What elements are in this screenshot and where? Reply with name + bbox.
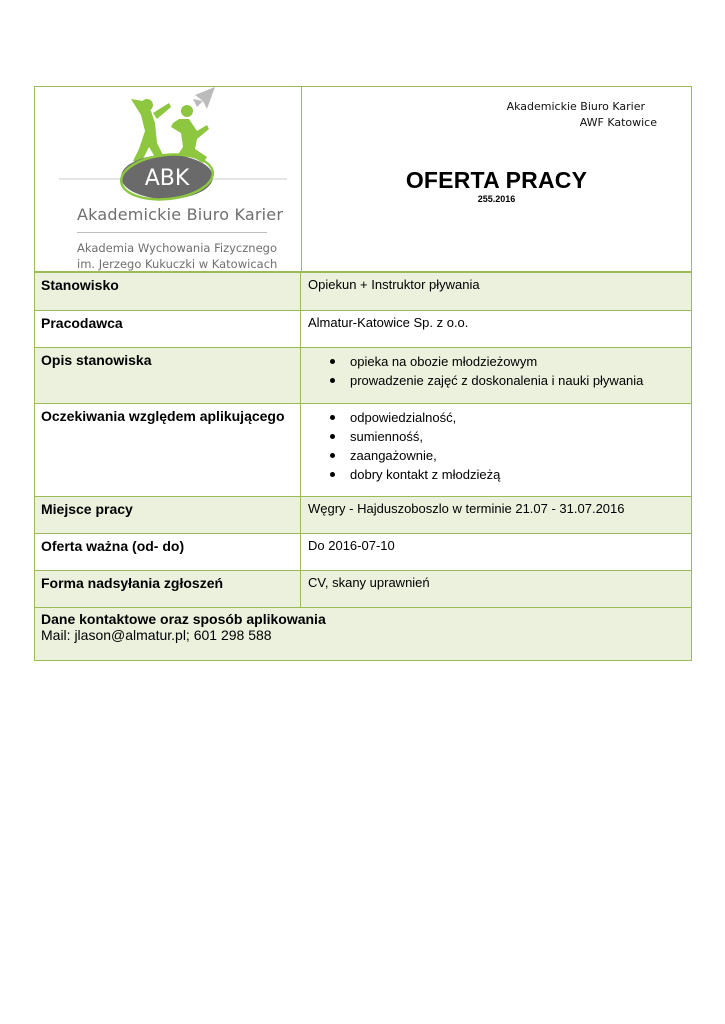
row-value [301, 404, 691, 496]
organization [506, 99, 657, 131]
logo-abbr: ABK [144, 166, 190, 191]
list-item: dobry kontakt z młodzieżą [350, 465, 684, 484]
contact-cell [35, 608, 691, 660]
contact-text: Mail: jlason@almatur.pl; 601 298 588 [41, 627, 272, 643]
org-line-2: AWF Katowice [579, 116, 657, 129]
page-title: OFERTA PRACY [405, 167, 588, 193]
logo-subtitle-2: im. Jerzego Kukuczki w Katowicach [77, 257, 278, 271]
row-oczekiwania [35, 404, 691, 497]
bullet-list [308, 408, 684, 484]
logo-cell [35, 87, 302, 271]
list-item: odpowiedzialność, [350, 408, 684, 427]
row-label: Oczekiwania względem aplikującego [35, 404, 301, 496]
job-offer-document [34, 86, 692, 661]
logo-subtitle-1: Akademia Wychowania Fizycznego [77, 241, 277, 255]
row-label: Miejsce pracy [35, 497, 301, 533]
logo-divider [77, 232, 267, 233]
row-value: Węgry - Hajduszoboszlo w terminie 21.07 - 31.07.2016 [308, 501, 625, 516]
bullet-list [308, 352, 684, 390]
contact-heading: Dane kontaktowe oraz sposób aplikowania [41, 611, 326, 627]
row-pracodawca [35, 311, 691, 348]
row-value: CV, skany uprawnień [308, 575, 430, 590]
row-opis-stanowiska [35, 348, 691, 404]
row-label: Oferta ważna (od- do) [35, 534, 301, 570]
row-forma-nadsylania [35, 571, 691, 608]
row-value: Almatur-Katowice Sp. z o.o. [308, 315, 469, 330]
list-item: sumiennośś, [350, 427, 684, 446]
row-label: Opis stanowiska [35, 348, 301, 403]
title-cell [302, 87, 691, 271]
list-item: zaangażownie, [350, 446, 684, 465]
row-label: Forma nadsyłania zgłoszeń [35, 571, 301, 607]
row-stanowisko [35, 273, 691, 311]
row-value: Do 2016-07-10 [308, 538, 395, 553]
offer-reference: 255.2016 [477, 194, 516, 204]
row-value: Opiekun + Instruktor pływania [308, 277, 480, 292]
row-label: Stanowisko [35, 273, 301, 310]
row-label: Pracodawca [35, 311, 301, 347]
org-line-1: Akademickie Biuro Karier [506, 100, 645, 113]
row-contact [35, 608, 691, 660]
header-row [35, 87, 691, 273]
row-miejsce-pracy [35, 497, 691, 534]
row-oferta-wazna [35, 534, 691, 571]
row-value [301, 348, 691, 403]
list-item: prowadzenie zajęć z doskonalenia i nauki pływania [350, 371, 684, 390]
list-item: opieka na obozie młodzieżowym [350, 352, 684, 371]
logo-name: Akademickie Biuro Karier [77, 205, 284, 224]
